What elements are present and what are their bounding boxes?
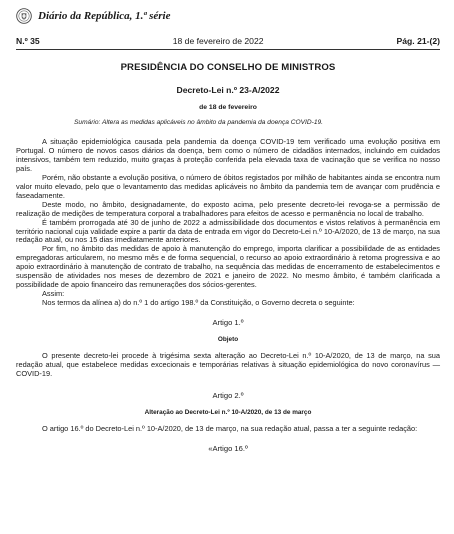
preamble-paragraph: Por fim, no âmbito das medidas de apoio à manutenção do emprego, importa clarificar a possibilidade de as entidades empregadoras articularem, no mesmo mês e de forma sequencial, o recurso ao apoio extraordinário à retoma progressiva e ao apoio extraordinário à manutenção de contrato de trabalho, na sequência das medidas de encerramento de estabelecimentos e suspensão de atividades nos meses de dezembro de 2021 e janeiro de 2022. No mesmo âmbito, é também clarificada a possibilidade de apoio financeiro das remunerações dos sócios-gerentes. xyxy=(16,244,440,290)
article-2-heading: Artigo 2.º xyxy=(212,390,244,400)
article-1-subtitle: Objeto xyxy=(217,336,239,344)
decree-date: de 18 de fevereiro xyxy=(199,104,257,111)
preamble-paragraph: A situação epidemiológica causada pela pandemia da doença COVID-19 tem verificado uma evolução positiva em Portugal. O número de novos casos diários da doença, bem como o número de cidadãos internados, incluindo em cuidados intensivos, também tem reduzido, muito graças à proteção conferida pela elevada taxa de vacinação que se verifica no nosso país. xyxy=(16,137,440,173)
article-1-text: O presente decreto-lei procede à trigésima sexta alteração ao Decreto-Lei n.º 10-A/2020, de 13 de março, na sua redação atual, que estabelece medidas excecionais e temporárias relativas à situação epidemiológica do novo coronavírus — COVID-19. xyxy=(16,351,440,379)
issue-bar xyxy=(16,34,440,50)
preamble xyxy=(16,138,440,308)
decree-summary: Sumário: Altera as medidas aplicáveis no âmbito da pandemia da doença COVID-19. xyxy=(74,119,323,126)
article-2-text: O artigo 16.º do Decreto-Lei n.º 10-A/2020, de 13 de março, na sua redação atual, passa a ter a seguinte redação: xyxy=(42,423,418,433)
decree-title: Decreto-Lei n.º 23-A/2022 xyxy=(176,85,280,95)
masthead xyxy=(16,0,440,30)
preamble-paragraph: É também prorrogada até 30 de junho de 2022 a admissibilidade dos documentos e vistos relativos à permanência em território nacional cuja validade expire a partir da data de entrada em vigor do Decreto-Lei n.º 10-A/2020, de 13 de março, na sua redação atual, ou nos 15 dias imediatamente anteriores. xyxy=(16,217,440,245)
article-2-subtitle: Alteração ao Decreto-Lei n.º 10-A/2020, de 13 de março xyxy=(144,408,312,416)
preamble-paragraph: Nos termos da alínea a) do n.º 1 do artigo 198.º da Constituição, o Governo decreta o seguinte: xyxy=(42,298,355,308)
issue-date: 18 de fevereiro de 2022 xyxy=(172,35,264,46)
article-1-heading: Artigo 1.º xyxy=(212,318,244,328)
preamble-paragraph: Deste modo, no âmbito, designadamente, do exposto acima, pelo presente decreto-lei revoga-se a permissão de realização de medições de temperatura corporal a trabalhadores para efeitos de acesso e permanência no local de trabalho. xyxy=(16,199,440,218)
issuing-body: PRESIDÊNCIA DO CONSELHO DE MINISTROS xyxy=(120,62,336,73)
coat-of-arms-icon xyxy=(16,8,32,24)
preamble-paragraph: Assim: xyxy=(42,289,65,299)
preamble-paragraph: Porém, não obstante a evolução positiva, o número de óbitos registados por milhão de habitantes ainda se encontra num valor muito elevado, pelo que o levantamento das medidas aplicáveis no âmbito da pandemia tem de avançar com prudência e faseadamente. xyxy=(16,172,440,200)
issue-number: N.º 35 xyxy=(16,35,40,46)
publication-title: Diário da República, 1.ª série xyxy=(38,10,171,22)
page-number: Pág. 21-(2) xyxy=(396,35,440,46)
quoted-article-heading: «Artigo 16.º xyxy=(208,443,248,453)
